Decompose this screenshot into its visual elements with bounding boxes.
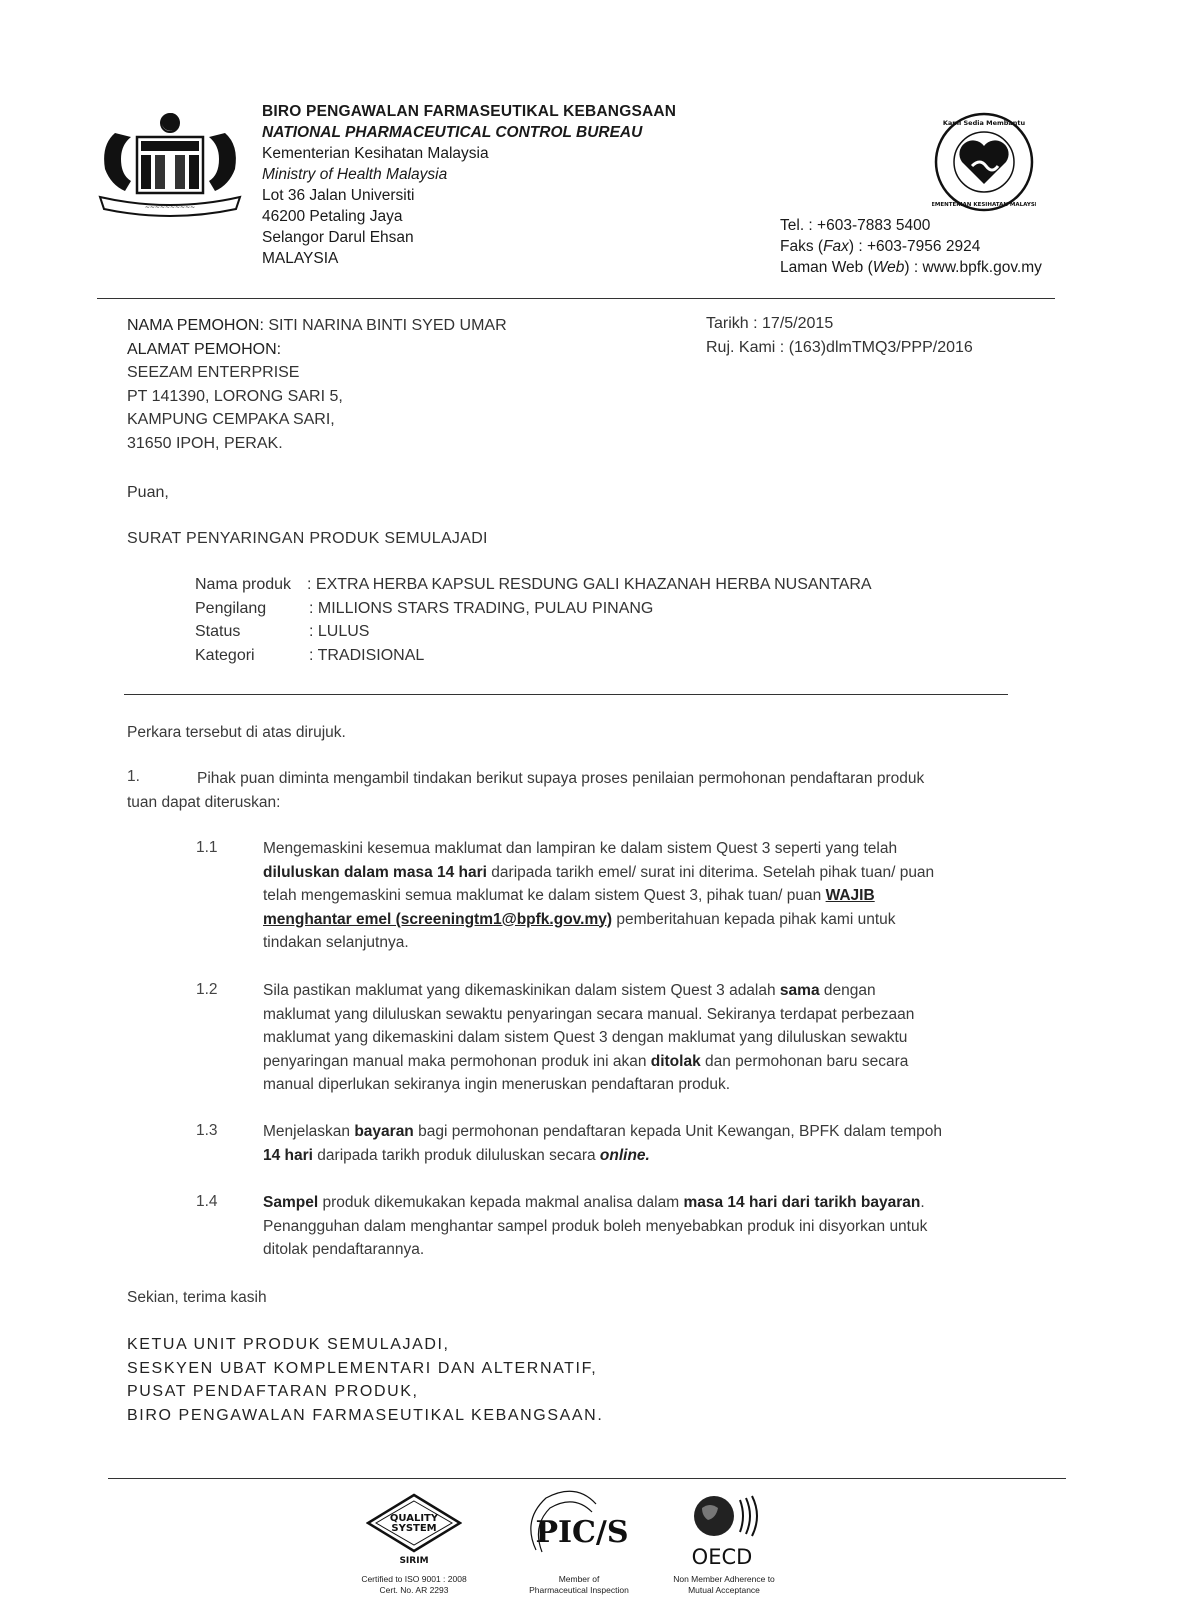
signature-line: BIRO PENGAWALAN FARMASEUTIKAL KEBANGSAAN. [127,1406,604,1424]
svg-text:KEMENTERIAN KESIHATAN MALAYSIA: KEMENTERIAN KESIHATAN MALAYSIA [932,202,1036,208]
item-number: 1.4 [196,1193,218,1210]
applicant-address-label: ALAMAT PEMOHON: [127,340,282,358]
svg-text:~~~~~~~~~~: ~~~~~~~~~~ [144,204,196,211]
header-rule [97,298,1055,299]
letter-date: Tarikh : 17/5/2015 [706,315,834,332]
ministry-heart-logo [932,110,1036,214]
signature-line: PUSAT PENDAFTARAN PRODUK, [127,1383,419,1400]
item-number: 1.1 [196,839,218,856]
para1-line: tuan dapat diteruskan: [127,793,281,811]
svg-text:SIRIM: SIRIM [399,1556,429,1565]
oecd-logo [680,1494,770,1570]
pics-caption: Pharmaceutical Inspection [529,1585,629,1595]
applicant-address-line: 31650 IPOH, PERAK. [127,434,283,452]
para-number: 1. [127,768,140,785]
product-value: : MILLIONS STARS TRADING, PULAU PINANG [309,599,654,617]
svg-text:QUALITY: QUALITY [389,1513,439,1524]
item-text: Sampel produk dikemukakan kepada makmal analisa dalam masa 14 hari dari tarikh bayaran. Penangguhan dalam menghantar sampel produk boleh menyebabkan produk ini disyorkan untuk ditolak pendaftarannya. [263,1194,928,1258]
svg-text:SYSTEM: SYSTEM [391,1523,437,1534]
svg-text:Kami Sedia Membantu: Kami Sedia Membantu [942,119,1026,127]
product-row [195,620,872,644]
address-line: Lot 36 Jalan Universiti [262,187,415,204]
closing: Sekian, terima kasih [127,1289,267,1306]
product-label: Pengilang [195,599,267,617]
item-number: 1.2 [196,981,218,998]
product-row [195,644,872,668]
org-name-ms: BIRO PENGAWALAN FARMASEUTIKAL KEBANGSAAN [262,103,677,120]
pics-logo [516,1490,640,1568]
contact-web: Laman Web (Web) : www.bpfk.gov.my [780,259,1042,276]
product-value: : TRADISIONAL [309,646,425,664]
oecd-caption: Non Member Adherence to [673,1574,775,1584]
applicant-address-line: SEEZAM ENTERPRISE [127,364,300,381]
para1-line: Pihak puan diminta mengambil tindakan berikut supaya proses penilaian permohonan pendaftaran produk [197,770,925,787]
signature-line: KETUA UNIT PRODUK SEMULAJADI, [127,1336,450,1353]
pics-caption: Member of [558,1574,600,1584]
product-row [195,573,872,597]
ministry-ms: Kementerian Kesihatan Malaysia [262,145,489,162]
address-line: 46200 Petaling Jaya [262,208,403,225]
address-line: MALAYSIA [262,250,339,267]
applicant-address-line: PT 141390, LORONG SARI 5, [127,387,343,405]
address-line: Selangor Darul Ehsan [262,229,414,246]
product-value: : EXTRA HERBA KAPSUL RESDUNG GALI KHAZANAH HERBA NUSANTARA [307,576,872,593]
salutation: Puan, [127,484,169,501]
applicant-address-line: KAMPUNG CEMPAKA SARI, [127,411,335,428]
applicant-name: NAMA PEMOHON: SITI NARINA BINTI SYED UMAR [127,317,507,334]
product-label: Status [195,623,241,640]
item-text: Menjelaskan bayaran bagi permohonan pendaftaran kepada Unit Kewangan, BPFK dalam tempoh 14 hari daripada tarikh produk diluluskan secara online. [263,1123,942,1164]
product-details [195,573,872,667]
letter-reference: Ruj. Kami : (163)dlmTMQ3/PPP/2016 [706,338,973,356]
quality-system-logo [366,1493,462,1565]
org-name-en: NATIONAL PHARMACEUTICAL CONTROL BUREAU [262,124,643,141]
coat-of-arms-logo [95,103,245,221]
oecd-caption: Mutual Acceptance [688,1585,760,1595]
svg-text:OECD: OECD [691,1545,753,1569]
product-label: Nama produk [195,576,292,593]
product-value: : LULUS [309,623,370,640]
item-text: Mengemaskini kesemua maklumat dan lampiran ke dalam sistem Quest 3 seperti yang telah diluluskan dalam masa 14 hari daripada tarikh emel/ surat ini diterima. Setelah pihak tuan/ puan telah mengemaskini semua maklumat ke dalam sistem Quest 3, pihak tuan/ puan WAJIB menghantar emel (screeningtm1@bpfk.gov.my) pemberitahuan kepada pihak kami untuk tindakan selanjutnya. [263,840,935,951]
contact-tel: Tel. : +603-7883 5400 [780,217,931,234]
product-rule [124,694,1008,695]
quality-cert-line: Cert. No. AR 2293 [379,1585,449,1595]
svg-text:PIC/S: PIC/S [535,1515,629,1550]
intro-text: Perkara tersebut di atas dirujuk. [127,724,346,741]
contact-fax: Faks (Fax) : +603-7956 2924 [780,238,981,255]
subject: SURAT PENYARINGAN PRODUK SEMULAJADI [127,530,488,547]
quality-cert-line: Certified to ISO 9001 : 2008 [361,1574,467,1584]
footer-rule [108,1478,1066,1479]
item-number: 1.3 [196,1122,218,1139]
signature-line: SESKYEN UBAT KOMPLEMENTARI DAN ALTERNATIF, [127,1359,598,1377]
ministry-en: Ministry of Health Malaysia [262,166,448,183]
product-row [195,597,872,621]
product-label: Kategori [195,646,255,664]
item-text: Sila pastikan maklumat yang dikemaskinikan dalam sistem Quest 3 adalah sama dengan maklumat yang diluluskan sewaktu penyaringan secara manual. Sekiranya terdapat perbezaan maklumat yang dikemaskini dalam sistem Quest 3 dengan maklumat yang diluluskan sewaktu penyaringan manual maka permohonan produk ini akan ditolak dan permohonan baru secara manual diperlukan sekiranya ingin meneruskan pendaftaran produk. [263,982,915,1093]
